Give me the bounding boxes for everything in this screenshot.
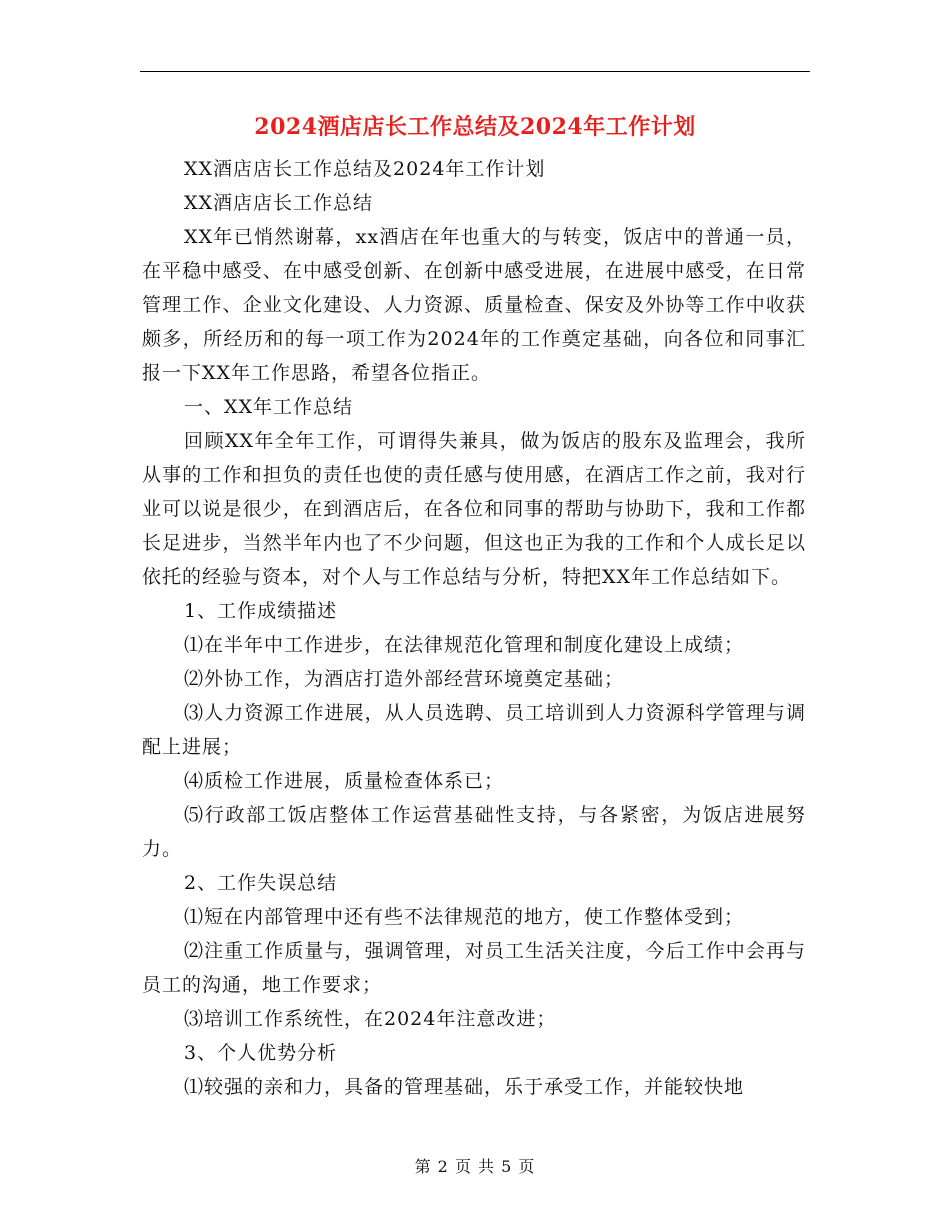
paragraph: 回顾XX年全年工作，可谓得失兼具，做为饭店的股东及监理会，我所从事的工作和担负的责任也使的责任感与使用感，在酒店工作之前，我对行业可以说是很少，在到酒店后，在各位和同事的帮助与协助下，我和工作都长足进步，当然半年内也了不少问题，但这也正为我的工作和个人成长足以依托的经验与资本，对个人与工作总结与分析，特把XX年工作总结如下。	[142, 430, 806, 588]
list-item: ⑴短在内部管理中还有些不法律规范的地方，使工作整体受到；	[184, 906, 745, 928]
list-item: ⑸行政部工饭店整体工作运营基础性支持，与各紧密，为饭店进展努力。	[142, 804, 806, 860]
list-item: ⑶人力资源工作进展，从人员选聘、员工培训到人力资源科学管理与调配上进展；	[142, 702, 806, 758]
document-title: 2024酒店店长工作总结及2024年工作计划	[254, 114, 696, 140]
paragraph: XX酒店店长工作总结及2024年工作计划	[184, 158, 546, 180]
subsection-heading: 2、工作失误总结	[184, 872, 338, 894]
paragraph: XX年已悄然谢幕，xx酒店在年也重大的与转变，饭店中的普通一员，在平稳中感受、在中感受创新、在创新中感受进展，在进展中感受，在日常管理工作、企业文化建设、人力资源、质量检查、保安及外协等工作中收获颇多，所经历和的每一项工作为2024年的工作奠定基础，向各位和同事汇报一下XX年工作思路，希望各位指正。	[142, 226, 806, 384]
document-body	[142, 152, 806, 1104]
list-item: ⑴在半年中工作进步，在法律规范化管理和制度化建设上成绩；	[184, 634, 745, 656]
list-item: ⑴较强的亲和力，具备的管理基础，乐于承受工作，并能较快地	[184, 1076, 745, 1098]
list-item: ⑵外协工作，为酒店打造外部经营环境奠定基础；	[184, 668, 625, 690]
header-rule	[140, 71, 810, 72]
section-heading: 一、XX年工作总结	[184, 396, 354, 418]
list-item: ⑶培训工作系统性，在2024年注意改进；	[184, 1008, 557, 1030]
list-item: ⑷质检工作进展，质量检查体系已；	[184, 770, 505, 792]
paragraph: XX酒店店长工作总结	[184, 192, 374, 214]
subsection-heading: 1、工作成绩描述	[184, 600, 338, 622]
page-number: 第 2 页 共 5 页	[414, 1157, 536, 1176]
subsection-heading: 3、个人优势分析	[184, 1042, 338, 1064]
list-item: ⑵注重工作质量与，强调管理，对员工生活关注度，今后工作中会再与员工的沟通，地工作要求；	[142, 940, 806, 996]
